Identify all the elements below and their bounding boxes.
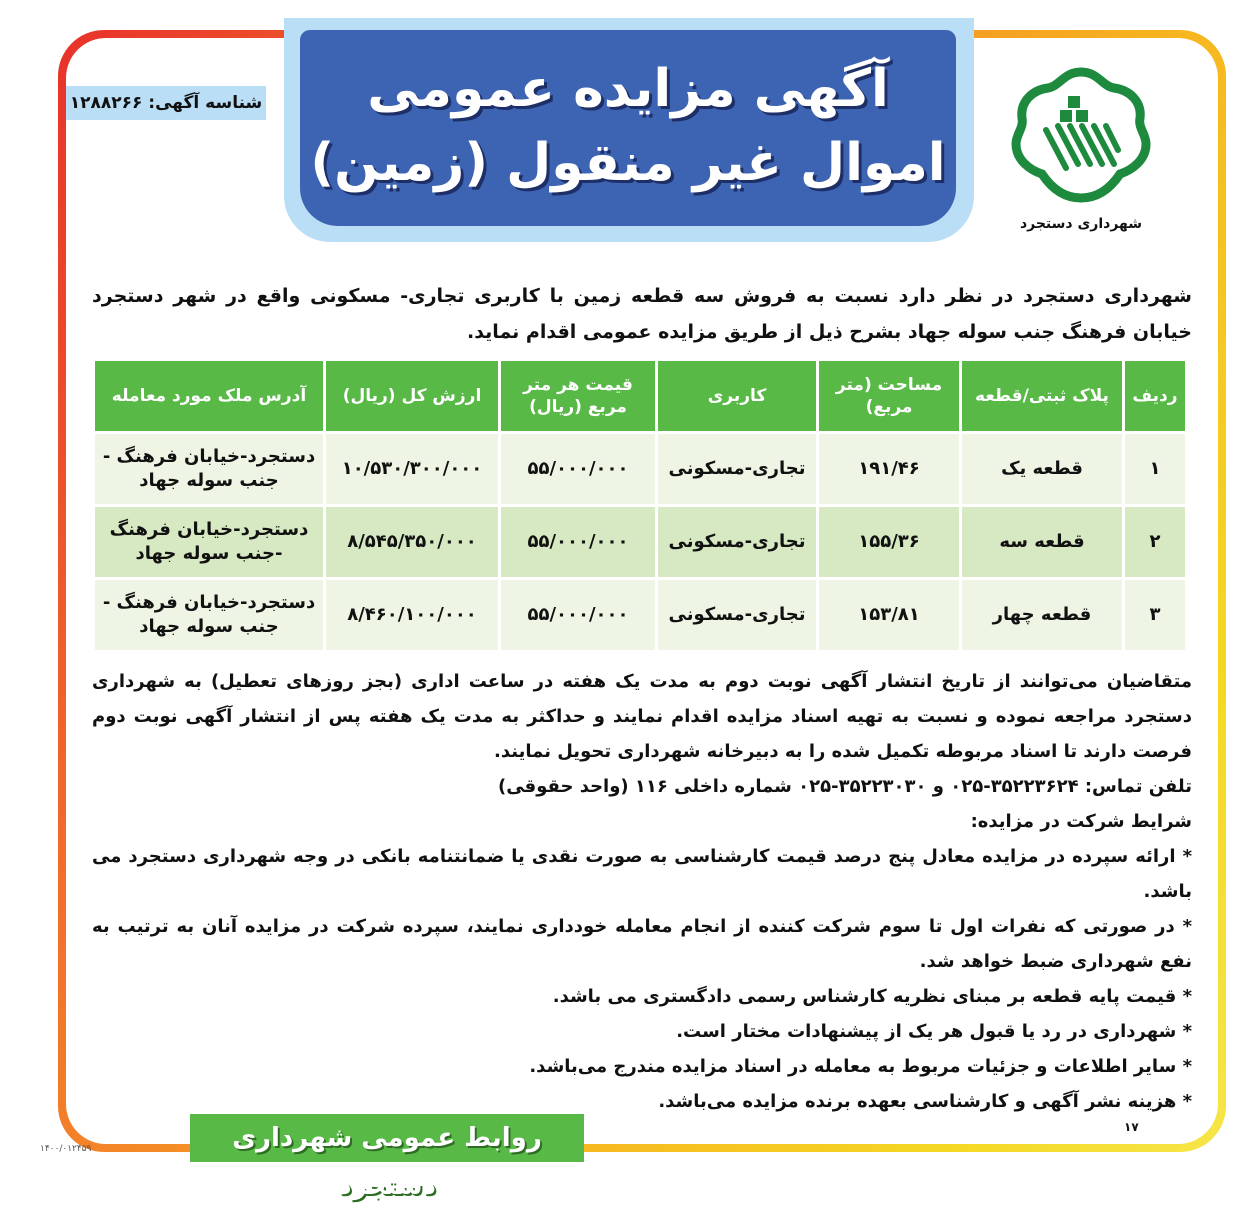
- condition-item: * ارائه سپرده در مزایده معادل پنج درصد قیمت کارشناسی به صورت نقدی یا ضمانتنامه بانکی در وجه شهرداری دستجرد می باشد.: [92, 846, 1192, 902]
- municipality-logo-icon: [1006, 60, 1156, 210]
- cell-row-number: ۱: [1125, 434, 1185, 504]
- header-address: آدرس ملک مورد معامله: [95, 361, 323, 431]
- header-usage: کاربری: [658, 361, 816, 431]
- conditions-title: شرایط شرکت در مزایده:: [970, 811, 1192, 832]
- cell-plaque: قطعه سه: [962, 507, 1122, 577]
- cell-usage: تجاری-مسکونی: [658, 434, 816, 504]
- table-header-row: [95, 361, 1185, 431]
- title-line-2: اموال غیر منقول (زمین): [310, 133, 946, 193]
- page-number: ۱۷: [1124, 1120, 1139, 1134]
- cell-price-per-m2: ۵۵/۰۰۰/۰۰۰: [501, 434, 655, 504]
- table-row: [95, 507, 1185, 577]
- body-text: [92, 664, 1192, 1119]
- ad-id-label: شناسه آگهی: ۱۲۸۸۲۶۶: [66, 86, 266, 120]
- condition-item: * شهرداری در رد یا قبول هر یک از پیشنهادات مختار است.: [676, 1021, 1192, 1042]
- condition-item: * سایر اطلاعات و جزئیات مربوط به معامله در اسناد مزایده مندرج می‌باشد.: [529, 1056, 1192, 1077]
- cell-total-value: ۱۰/۵۳۰/۳۰۰/۰۰۰: [326, 434, 498, 504]
- margin-code: ۱۴۰۰/۰۱۲۴۵۹: [40, 1144, 92, 1154]
- condition-item: * در صورتی که نفرات اول تا سوم شرکت کننده از انجام معامله خودداری نمایند، سپرده شرکت در مزایده آنان به ترتیب به نفع شهرداری ضبط خواهد شد.: [92, 916, 1192, 972]
- cell-address: دستجرد-خیابان فرهنگ -جنب سوله جهاد: [95, 507, 323, 577]
- header-price-per-m2: قیمت هر متر مربع (ریال): [501, 361, 655, 431]
- header-row-number: ردیف: [1125, 361, 1185, 431]
- title-box: [300, 30, 956, 226]
- cell-usage: تجاری-مسکونی: [658, 507, 816, 577]
- cell-row-number: ۳: [1125, 580, 1185, 650]
- condition-item: * هزینه نشر آگهی و کارشناسی بعهده برنده مزایده می‌باشد.: [658, 1091, 1192, 1112]
- applicants-paragraph: متقاضیان می‌توانند از تاریخ انتشار آگهی نوبت دوم به مدت یک هفته در ساعت اداری (بجز روزهای تعطیل) به شهرداری دستجرد مراجعه نموده و نسبت به تهیه اسناد مزایده اقدام نمایند و حداکثر به مدت یک هفته پس از انتشار آگهی نوبت دوم فرصت دارند تا اسناد مربوطه تکمیل شده را به دبیرخانه شهرداری تحویل نمایند.: [92, 671, 1192, 762]
- condition-item: * قیمت پایه قطعه بر مبنای نظریه کارشناس رسمی دادگستری می باشد.: [552, 986, 1192, 1007]
- cell-address: دستجرد-خیابان فرهنگ - جنب سوله جهاد: [95, 434, 323, 504]
- cell-area: ۱۵۳/۸۱: [819, 580, 959, 650]
- header-plaque: پلاک ثبتی/قطعه: [962, 361, 1122, 431]
- cell-total-value: ۸/۴۶۰/۱۰۰/۰۰۰: [326, 580, 498, 650]
- phone-line: تلفن تماس: ۳۵۲۲۳۶۲۴-۰۲۵ و ۳۵۲۲۳۰۳۰-۰۲۵ شماره داخلی ۱۱۶ (واحد حقوقی): [497, 776, 1192, 797]
- cell-address: دستجرد-خیابان فرهنگ - جنب سوله جهاد: [95, 580, 323, 650]
- logo-caption: شهرداری دستجرد: [1019, 216, 1143, 232]
- cell-total-value: ۸/۵۴۵/۳۵۰/۰۰۰: [326, 507, 498, 577]
- cell-usage: تجاری-مسکونی: [658, 580, 816, 650]
- lots-table: [92, 358, 1188, 653]
- header-total-value: ارزش کل (ریال): [326, 361, 498, 431]
- cell-row-number: ۲: [1125, 507, 1185, 577]
- cell-plaque: قطعه یک: [962, 434, 1122, 504]
- cell-area: ۱۹۱/۴۶: [819, 434, 959, 504]
- cell-area: ۱۵۵/۳۶: [819, 507, 959, 577]
- table-row: [95, 434, 1185, 504]
- intro-paragraph: شهرداری دستجرد در نظر دارد نسبت به فروش سه قطعه زمین با کاربری تجاری- مسکونی واقع در شهر دستجرد خیابان فرهنگ جنب سوله جهاد بشرح ذیل از طریق مزایده عمومی اقدام نماید.: [92, 285, 1192, 343]
- header-area: مساحت (متر مربع): [819, 361, 959, 431]
- title-line-1: آگهی مزایده عمومی: [367, 59, 889, 119]
- cell-price-per-m2: ۵۵/۰۰۰/۰۰۰: [501, 580, 655, 650]
- cell-plaque: قطعه چهار: [962, 580, 1122, 650]
- cell-price-per-m2: ۵۵/۰۰۰/۰۰۰: [501, 507, 655, 577]
- table-row: [95, 580, 1185, 650]
- footer-banner: روابط عمومی شهرداری دستجرد: [190, 1114, 584, 1162]
